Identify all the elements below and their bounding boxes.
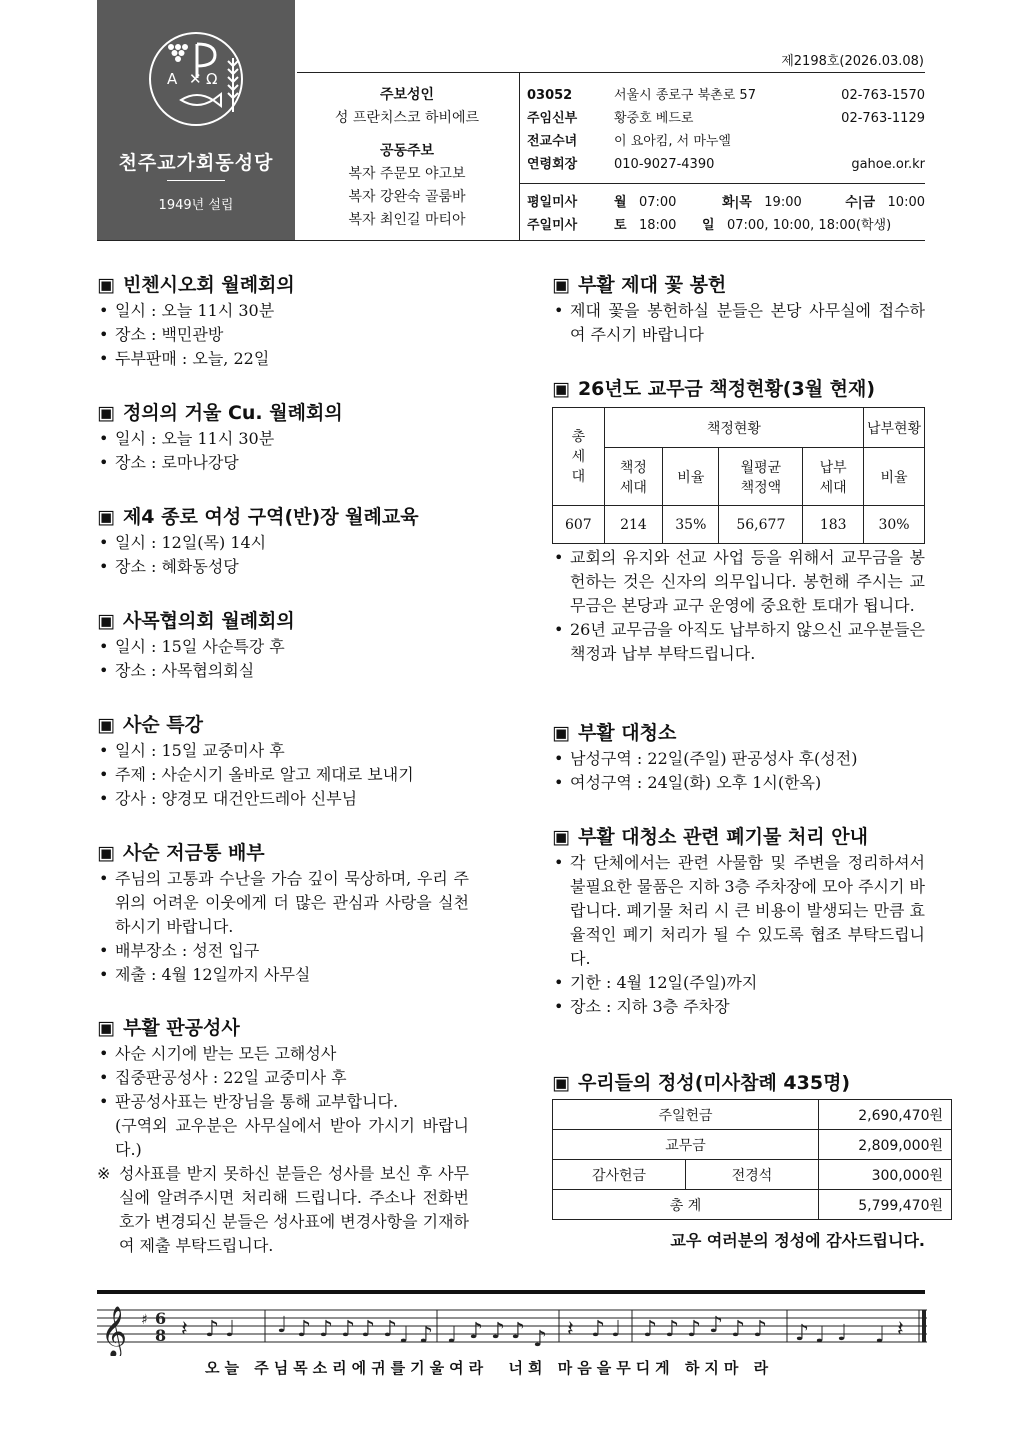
list-item: • 주님의 고통과 수난을 가슴 깊이 묵상하며, 우리 주위의 어려운 이웃에게 더 많은 관심과 사랑을 실천하시기 바랍니다. [97,867,469,939]
list-item: • 장소 : 백민관방 [97,323,469,347]
time-signature [155,1309,166,1345]
svg-text:♩: ♩ [837,1321,848,1346]
list-item: • 기한 : 4월 12일(주일)까지 [552,971,925,995]
section-waste [552,822,925,1019]
offering-value: 2,809,000원 [819,1130,952,1160]
list-item: • 집중판공성사 : 22일 교중미사 후 [97,1066,469,1090]
weekday-mass-label: 평일미사 [527,195,578,210]
svg-text:♪: ♪ [731,1317,746,1342]
closing-thanks: 교우 여러분의 정성에 감사드립니다. [670,1231,925,1250]
list-item: • 일시 : 15일 사순특강 후 [97,635,469,659]
svg-text:♪: ♪ [297,1317,312,1342]
section-bullet-icon: ▣ [552,378,570,400]
offering-label: 총 계 [553,1190,819,1220]
section-title: 부활 제대 꽃 봉헌 [577,274,727,296]
section-bullet-icon: ▣ [552,274,570,296]
list-item: • 일시 : 오늘 11시 30분 [97,427,469,451]
dues-total-header: 총세대 [553,408,605,506]
co-patron-title: 공동주보 [379,143,435,159]
list-item: • 장소 : 사목협의회실 [97,659,469,683]
section-title: 26년도 교무금 책정현황(3월 현재) [577,378,876,400]
svg-text:8: 8 [155,1326,167,1345]
svg-text:𝄽: 𝄽 [567,1317,574,1342]
issue-number: 제2198호(2026.03.08) [781,54,924,69]
table-row [553,1160,952,1190]
offering-sub-label: 전경석 [686,1160,819,1190]
list-item: • 장소 : 지하 3층 주차장 [552,995,925,1019]
table-cell: 183 [803,506,864,544]
mass-day: 월 [614,195,627,210]
logo-divider [167,180,225,181]
svg-text:♪: ♪ [665,1317,680,1342]
sharp-icon: ♯ [141,1312,148,1328]
patron-block [300,84,514,232]
table-cell: 30% [864,506,925,544]
svg-text:Ω: Ω [206,70,218,88]
info-value: 황중호 베드로 [614,111,694,126]
section-bullet-icon: ▣ [552,826,570,848]
svg-text:♩: ♩ [875,1323,886,1348]
info-key: 03052 [527,88,573,103]
section-bullet-icon: ▣ [97,610,115,632]
info-row [527,153,925,176]
section-title: 정의의 거울 Cu. 월례회의 [122,402,343,424]
svg-text:♪: ♪ [533,1327,548,1352]
info-row [527,84,925,107]
note-item: ※ 성사표를 받지 못하신 분들은 성사를 보신 후 사무실에 알려주시면 처리해 드립니다. 주소나 전화번호가 변경되신 분들은 성사표에 변경사항을 기재하여 제출 부탁드립니다. [97,1162,469,1258]
co-patron: 복자 강완숙 골룸바 [348,189,466,205]
svg-text:♪: ♪ [361,1317,376,1342]
mass-time: 19:00 [764,195,802,210]
list-item: • 제대 꽃을 봉헌하실 분들은 본당 사무실에 접수하여 주시기 바랍니다 [552,299,925,347]
section-bullet-icon: ▣ [97,274,115,296]
church-logo-panel [97,0,295,240]
dues-assess-header: 책정현황 [604,408,863,448]
list-item: • 주제 : 사순시기 올바로 알고 제대로 보내기 [97,763,469,787]
info-key: 전교수녀 [527,134,578,149]
list-item: • 장소 : 로마나강당 [97,451,469,475]
section-lent-box [97,838,469,987]
section-confession [97,1013,469,1258]
info-key: 주임신부 [527,111,578,126]
section-bullet-icon: ▣ [97,402,115,424]
table-row [553,1100,952,1130]
info-phone: 02-763-1129 [841,111,925,126]
list-item: • 두부판매 : 오늘, 22일 [97,347,469,371]
table-cell: 214 [604,506,663,544]
svg-text:♪: ♪ [419,1323,434,1348]
dues-pay-header: 납부현황 [864,408,925,448]
list-item: • 장소 : 혜화동성당 [97,555,469,579]
info-value: 서울시 종로구 북촌로 57 [614,88,756,103]
section-cleaning [552,718,925,795]
svg-text:♪: ♪ [511,1319,526,1344]
table-cell: 607 [553,506,605,544]
section-pastoral [97,606,469,683]
svg-text:♩: ♩ [815,1323,826,1348]
table-row [553,1130,952,1160]
svg-text:♪: ♪ [469,1319,484,1344]
co-patron: 복자 최인길 마티아 [348,212,466,228]
info-key: 연령회장 [527,157,578,172]
section-bullet-icon: ▣ [97,714,115,736]
list-item: • 사순 시기에 받는 모든 고해성사 [97,1042,469,1066]
svg-text:𝄽: 𝄽 [181,1317,188,1342]
svg-text:♩: ♩ [399,1323,410,1348]
svg-text:♩: ♩ [611,1317,622,1342]
notes [181,1313,904,1352]
section-district [97,502,469,579]
co-patron: 복자 주문모 야고보 [348,166,466,182]
section-title: 부활 판공성사 [122,1017,240,1039]
list-item: • 판공성사표는 반장님을 통해 교부합니다. [97,1090,469,1114]
svg-text:♪: ♪ [383,1317,398,1342]
offering-label: 주일헌금 [553,1100,819,1130]
table-row [553,1190,952,1220]
mass-time: 18:00 [638,218,677,233]
svg-text:♩: ♩ [447,1323,458,1348]
svg-text:6: 6 [155,1309,167,1328]
dues-col-header: 비율 [864,448,925,506]
dues-col-header: 책정세대 [604,448,663,506]
section-bullet-icon: ▣ [552,1072,570,1094]
offering-value: 2,690,470원 [819,1100,952,1130]
offering-value: 300,000원 [819,1160,952,1190]
svg-text:♪: ♪ [753,1317,768,1342]
info-row [527,130,925,153]
section-bullet-icon: ▣ [97,842,115,864]
church-name: 천주교가회동성당 [118,152,274,174]
patron-name: 성 프란치스코 하비에르 [334,110,480,126]
patron-title: 주보성인 [379,87,435,103]
mass-day: 수|금 [845,195,876,210]
section-title: 사순 저금통 배부 [122,842,265,864]
section-justice [97,398,469,475]
website[interactable]: gahoe.or.kr [851,157,925,172]
table-row [553,506,925,544]
list-item: • 26년 교무금을 아직도 납부하지 않으신 교우분들은 책정과 납부 부탁드립니다. [552,618,925,666]
treble-clef-icon: 𝄞 [101,1306,128,1356]
svg-text:♪: ♪ [341,1317,356,1342]
svg-text:♪: ♪ [687,1317,702,1342]
mass-rule [520,183,925,184]
info-value: 이 요아킴, 서 마누엘 [614,134,731,149]
list-item: • 배부장소 : 성전 입구 [97,939,469,963]
mass-time: 07:00, 10:00, 18:00(학생) [726,218,892,233]
mass-time: 07:00 [638,195,677,210]
music-rule [97,1290,925,1294]
section-title: 사순 특강 [122,714,203,736]
section-title: 사목협의회 월례회의 [122,610,295,632]
header-rule-top [297,72,925,73]
section-lent-lecture [97,710,469,811]
dues-col-header: 납부세대 [803,448,864,506]
mass-schedule [527,191,925,237]
info-value: 010-9027-4390 [614,157,715,172]
list-item: • 각 단체에서는 관련 사물함 및 주변을 정리하셔서 불필요한 물품은 지하 3층 주차장에 모아 주시기 바랍니다. 폐기물 처리 시 큰 비용이 발생되는 만큼 효율적인 폐기 처리가 될 수 있도록 협조 부탁드립니다. [552,851,925,971]
list-item: • 교회의 유지와 선교 사업 등을 위해서 교무금을 봉헌하는 것은 신자의 의무입니다. 봉헌해 주시는 교무금은 본당과 교구 운영에 중요한 토대가 됩니다. [552,546,925,618]
list-item: • 여성구역 : 24일(화) 오후 1시(한옥) [552,771,925,795]
section-bullet-icon: ▣ [552,722,570,744]
svg-text:♪: ♪ [491,1319,506,1344]
list-item: • 강사 : 양경모 대건안드레아 신부님 [97,787,469,811]
dues-col-header: 비율 [663,448,719,506]
sunday-mass-row [527,214,925,237]
svg-text:♪: ♪ [643,1317,658,1342]
svg-text:♪: ♪ [795,1321,810,1346]
section-title: 부활 대청소 관련 폐기물 처리 안내 [577,826,868,848]
svg-text:♪: ♪ [591,1317,606,1342]
mass-day: 토 [614,218,627,233]
section-bullet-icon: ▣ [97,506,115,528]
section-offering [552,1068,952,1251]
svg-text:♩: ♩ [277,1313,288,1338]
svg-text:A: A [167,70,178,88]
section-flowers [552,270,925,347]
section-dues [552,374,925,666]
list-item: • 제출 : 4월 12일까지 사무실 [97,963,469,987]
svg-text:♪: ♪ [205,1317,220,1342]
svg-text:♪: ♪ [709,1313,724,1338]
section-title: 제4 종로 여성 구역(반)장 월례교육 [122,506,419,528]
table-cell: 56,677 [719,506,803,544]
mass-day: 화|목 [722,195,752,210]
mass-day: 일 [702,218,715,233]
founded-year: 1949년 설립 [158,198,234,213]
section-bullet-icon: ▣ [97,1017,115,1039]
church-logo-icon [97,0,295,140]
list-item: • 일시 : 12일(목) 14시 [97,531,469,555]
offering-label: 감사헌금 [553,1160,686,1190]
offering-table [552,1099,952,1220]
section-title: 우리들의 정성(미사참례 435명) [577,1072,851,1094]
sunday-mass-label: 주일미사 [527,218,578,233]
header-rule-bottom [97,240,925,241]
svg-text:𝄽: 𝄽 [897,1317,904,1342]
table-cell: 35% [663,506,719,544]
list-item: (구역외 교우분은 사무실에서 받아 가시기 바랍니다.) [115,1116,469,1159]
music-staff [97,1298,927,1356]
dues-col-header: 월평균책정액 [719,448,803,506]
dues-table [552,407,925,544]
offering-label: 교무금 [553,1130,819,1160]
section-title: 빈첸시오회 월례회의 [122,274,295,296]
weekday-mass-row [527,191,925,214]
svg-text:♪: ♪ [319,1317,334,1342]
section-title: 부활 대청소 [577,722,677,744]
info-phone: 02-763-1570 [841,88,925,103]
list-item: • 남성구역 : 22일(주일) 판공성사 후(성전) [552,747,925,771]
section-vincent [97,270,469,371]
mass-time: 10:00 [887,195,925,210]
offering-value: 5,799,470원 [819,1190,952,1220]
list-item: • 일시 : 15일 교중미사 후 [97,739,469,763]
list-item: • 일시 : 오늘 11시 30분 [97,299,469,323]
song-lyrics: 오늘 주님목소리에귀를기울여라 너희 마음을무디게 하지마 라 [205,1359,774,1377]
svg-text:♩: ♩ [225,1317,236,1342]
parish-info [527,84,925,176]
header-divider [519,72,520,240]
svg-text:✕: ✕ [189,70,202,88]
info-row [527,107,925,130]
